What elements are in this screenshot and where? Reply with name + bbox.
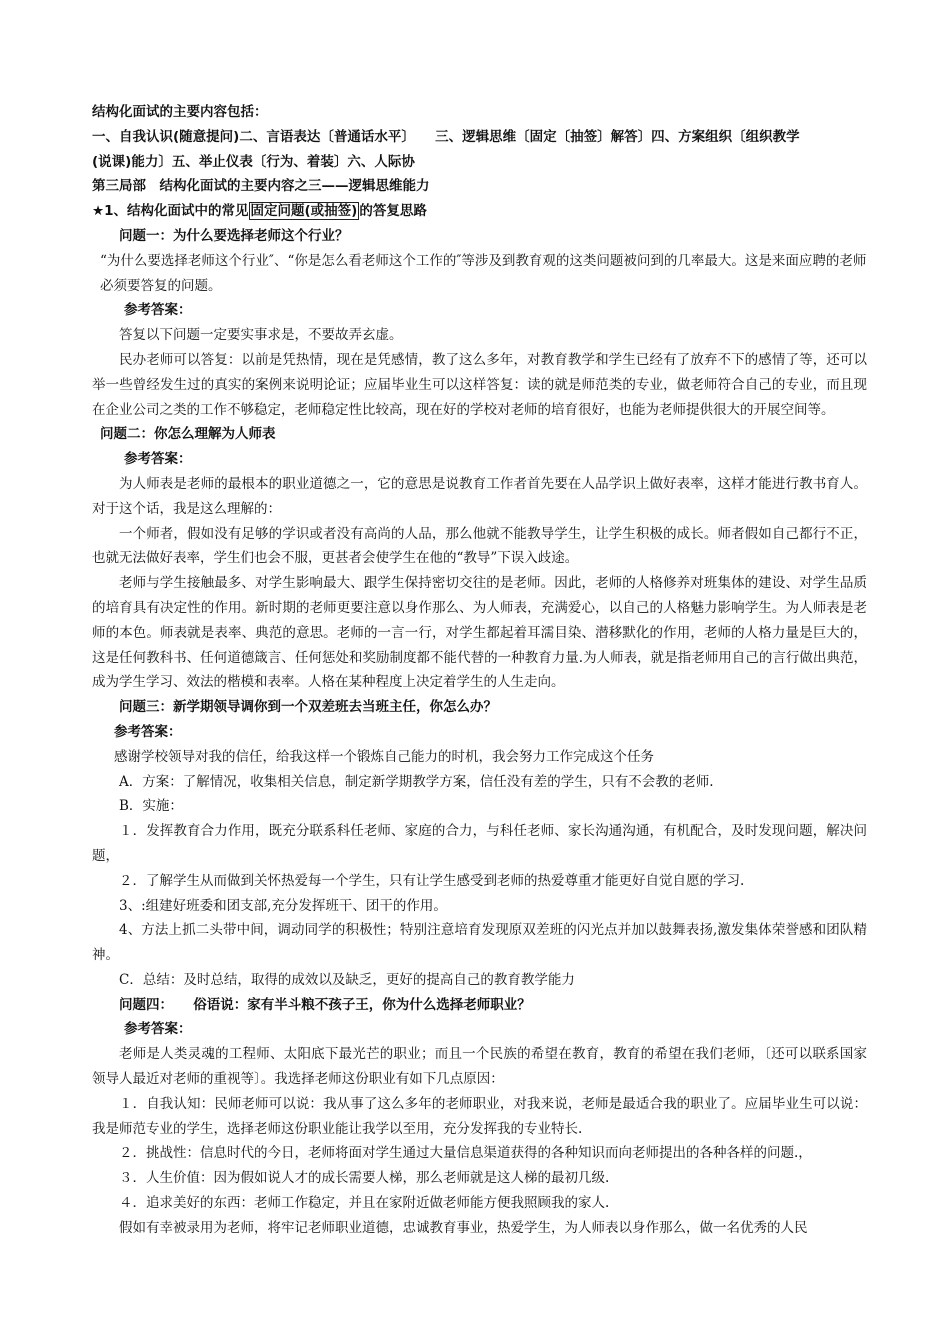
section-title [92, 199, 867, 224]
q4-ref: 参考答案： [124, 1021, 192, 1038]
q3-item-b2: ２．了解学生从而做到关怀热爱每一个学生，只有让学生感受到老师的热爱尊重才能更好自觉自愿的学习. [119, 872, 745, 889]
q4-paragraph-2: 假如有幸被录用为老师，将牢记老师职业道德，忠诚教育事业，热爱学生，为人师表以身作那么，做一名优秀的人民 [119, 1219, 808, 1236]
section-title-prefix: ★1、结构化面试中的常见 [92, 203, 249, 220]
q4-item-4: ４．追求美好的东西：老师工作稳定，并且在家附近做老师能方便我照顾我的家人. [119, 1195, 610, 1212]
q3-item-b3: 3、:组建好班委和团支部,充分发挥班干、团干的作用。 [119, 897, 447, 914]
q2-ref: 参考答案： [124, 451, 192, 468]
q3-item-b1: １．发挥教育合力作用，既充分联系科任老师、家庭的合力，与科任老师、家长沟通沟通，有机配合，及时发现问题，解决问题， [92, 823, 867, 864]
q4-item-3: ３．人生价值：因为假如说人才的成长需要人梯，那么老师就是这人梯的最初几级. [119, 1170, 610, 1187]
content-list-line-2: (说课)能力〕五、举止仪表〔行为、着装〕六、人际协 [92, 153, 415, 170]
q3-item-c: C．总结：及时总结，取得的成效以及缺乏，更好的提高自己的教育教学能力 [119, 971, 575, 988]
q1-ref: 参考答案： [124, 302, 192, 319]
q4-item-2: ２．挑战性：信息时代的今日，老师将面对学生通过大量信息渠道获得的各种知识而向老师提出的各种各样的问题.， [119, 1145, 812, 1162]
q3-ref: 参考答案： [114, 723, 182, 740]
q2-title: 问题二：你怎么理解为人师表 [100, 426, 276, 443]
q3-item-a: A．方案：了解情况，收集相关信息，制定新学期教学方案，信任没有差的学生，只有不会教的老师. [119, 773, 714, 790]
q1-paragraph-2: 民办老师可以答复：以前是凭热情，现在是凭感情，教了这么多年，对教育教学和学生已经有了放弃不下的感情了等，还可以举一些曾经发生过的真实的案例来说明论证；应届毕业生可以这样答复：读的就是师范类的专业，做老师符合自己的专业，而且现在企业公司之类的工作不够稳定，老师稳定性比较高，现在好的学校对老师的培育很好，也能为老师提供很大的开展空间等。 [92, 351, 867, 418]
q2-paragraph-2: 一个师者，假如没有足够的学识或者没有高尚的人品，那么他就不能教导学生，让学生积极的成长。师者假如自己都行不正，也就无法做好表率，学生们也会不服，更甚者会使学生在他的“教导”下误入歧途。 [92, 525, 867, 567]
section-title-suffix: 的答复思路 [359, 203, 427, 220]
q3-paragraph-1: 感谢学校领导对我的信任，给我这样一个锻炼自己能力的时机，我会努力工作完成这个任务 [114, 748, 654, 765]
q4-paragraph-1: 老师是人类灵魂的工程师、太阳底下最光芒的职业；而且一个民族的希望在教育，教育的希望在我们老师，〔还可以联系国家领导人最近对老师的重视等〕。我选择老师这份职业有如下几点原因： [92, 1046, 867, 1088]
q1-paragraph-1: 答复以下问题一定要实事求是，不要故弄玄虚。 [119, 327, 403, 344]
part-title: 第三局部 结构化面试的主要内容之三——逻辑思维能力 [92, 178, 430, 195]
heading: 结构化面试的主要内容包括： [92, 104, 268, 120]
q1-intro: “为什么要选择老师这个行业″、“你是怎么看老师这个工作的″等涉及到教育观的这类问题被问到的几率最大。这是来面应聘的老师必须要答复的问题。 [100, 252, 867, 294]
q3-item-b4: 4、方法上抓二头带中间，调动同学的积极性；特别注意培育发现原双差班的闪光点并加以鼓舞表扬,激发集体荣誉感和团队精神。 [92, 922, 867, 964]
q4-title: 问题四： 俗语说：家有半斗粮不孩子王，你为什么选择老师职业？ [119, 996, 531, 1013]
q2-paragraph-3: 老师与学生接触最多、对学生影响最大、跟学生保持密切交往的是老师。因此，老师的人格修养对班集体的建设、对学生品质的培育具有决定性的作用。新时期的老师更要注意以身作那么、为人师表，充满爱心，以自己的人格魅力影响学生。为人师表是老师的本色。师表就是表率、典范的意思。老师的一言一行，对学生都起着耳濡目染、潜移默化的作用，老师的人格力量是巨大的，这是任何教科书、任何道德箴言、任何惩处和奖励制度都不能代替的一种教育力量.为人师表，就是指老师用自己的言行做出典范，成为学生学习、效法的楷模和表率。人格在某种程度上决定着学生的人生走向。 [92, 575, 867, 691]
q1-title: 问题一：为什么要选择老师这个行业？ [119, 227, 349, 244]
q3-item-b: B．实施： [119, 798, 183, 815]
content-list-line-1: 一、自我认识(随意提问)二、言语表达〔普通话水平〕 三、逻辑思维〔固定〔抽签〕解答〕四、方案组织〔组织教学 [92, 128, 800, 145]
section-title-boxed: 固定问题(或抽签) [250, 203, 358, 220]
q3-title: 问题三：新学期领导调你到一个双差班去当班主任，你怎么办？ [119, 699, 497, 716]
q2-paragraph-1: 为人师表是老师的最根本的职业道德之一，它的意思是说教育工作者首先要在人品学识上做好表率，这样才能进行教书育人。对于这个话，我是这么理解的： [92, 475, 867, 517]
q4-item-1: １．自我认知：民师老师可以说：我从事了这么多年的老师职业，对我来说，老师是最适合我的职业了。应届毕业生可以说：我是师范专业的学生，选择老师这份职业能让我学以至用，充分发挥我的专业特长. [92, 1095, 867, 1137]
document-page [92, 100, 867, 1241]
